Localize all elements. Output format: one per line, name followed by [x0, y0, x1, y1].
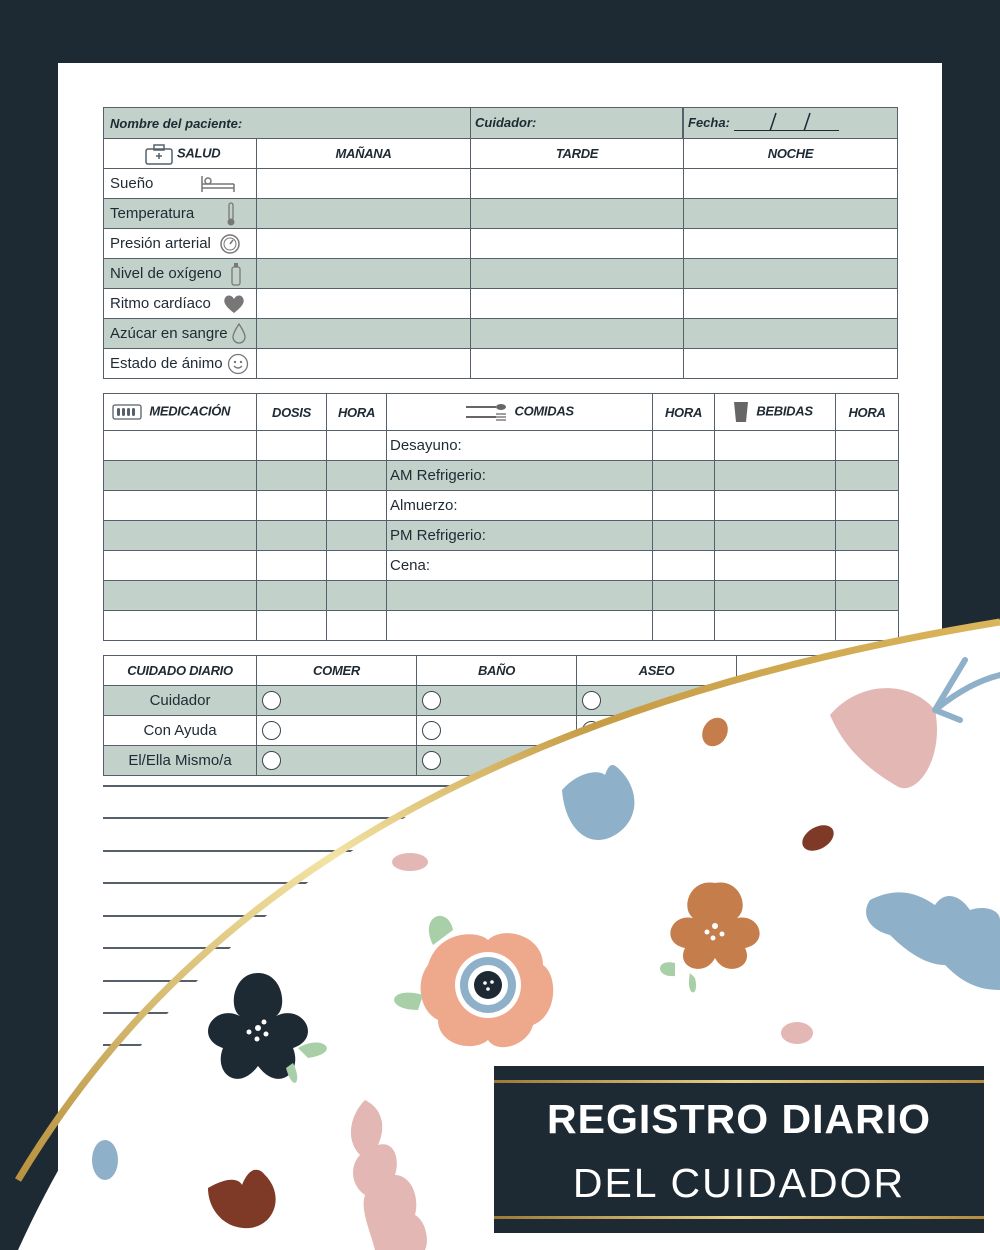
meal-label: PM Refrigerio: [387, 521, 653, 551]
meal-label: AM Refrigerio: [387, 461, 653, 491]
health-row-label: Sueño [104, 169, 257, 199]
col-drinks-label: BEBIDAS [756, 403, 813, 419]
meal-label: Desayuno: [387, 431, 653, 461]
title-line-2: DEL CUIDADOR [572, 1160, 906, 1206]
col-health-label: SALUD [177, 144, 221, 160]
health-row-label: Ritmo cardíaco [104, 289, 257, 319]
health-row-label: Nivel de oxígeno [104, 259, 257, 289]
col-eat: COMER [257, 656, 417, 686]
title-box [494, 1066, 984, 1233]
gold-rule [494, 1216, 984, 1219]
care-row-label: Con Ayuda [104, 716, 257, 746]
col-drink-time: HORA [836, 394, 899, 431]
col-meals-label: COMIDAS [514, 403, 574, 419]
col-meal-time: HORA [653, 394, 715, 431]
col-time: HORA [327, 394, 387, 431]
gold-rule [494, 1080, 984, 1083]
col-medication-label: MEDICACIÓN [149, 403, 231, 419]
health-row-label: Azúcar en sangre [104, 319, 257, 349]
health-row-label: Presión arterial [104, 229, 257, 259]
col-daily-care: CUIDADO DIARIO [104, 656, 257, 686]
blue-petal-icon [92, 1140, 118, 1180]
caregiver-label: Cuidador: [471, 108, 683, 138]
meal-label: Almuerzo: [387, 491, 653, 521]
health-row-label: Temperatura [104, 199, 257, 229]
col-morning: MAÑANA [257, 139, 471, 169]
patient-name-field[interactable]: Nombre del paciente: [104, 108, 471, 139]
meal-label: Cena: [387, 551, 653, 581]
col-dose: DOSIS [257, 394, 327, 431]
col-afternoon: TARDE [471, 139, 684, 169]
health-row-label: Estado de ánimo [104, 349, 257, 379]
col-grooming: ASEO [577, 656, 737, 686]
pink-petal-icon [781, 1022, 813, 1044]
title-line-1: REGISTRO DIARIO [546, 1096, 932, 1142]
pink-petal-icon [392, 853, 428, 871]
care-row-label: Cuidador [104, 686, 257, 716]
care-row-label: El/Ella Mismo/a [104, 746, 257, 776]
col-bath: BAÑO [417, 656, 577, 686]
date-label: Fecha: [688, 115, 730, 131]
col-night: NOCHE [684, 139, 898, 169]
